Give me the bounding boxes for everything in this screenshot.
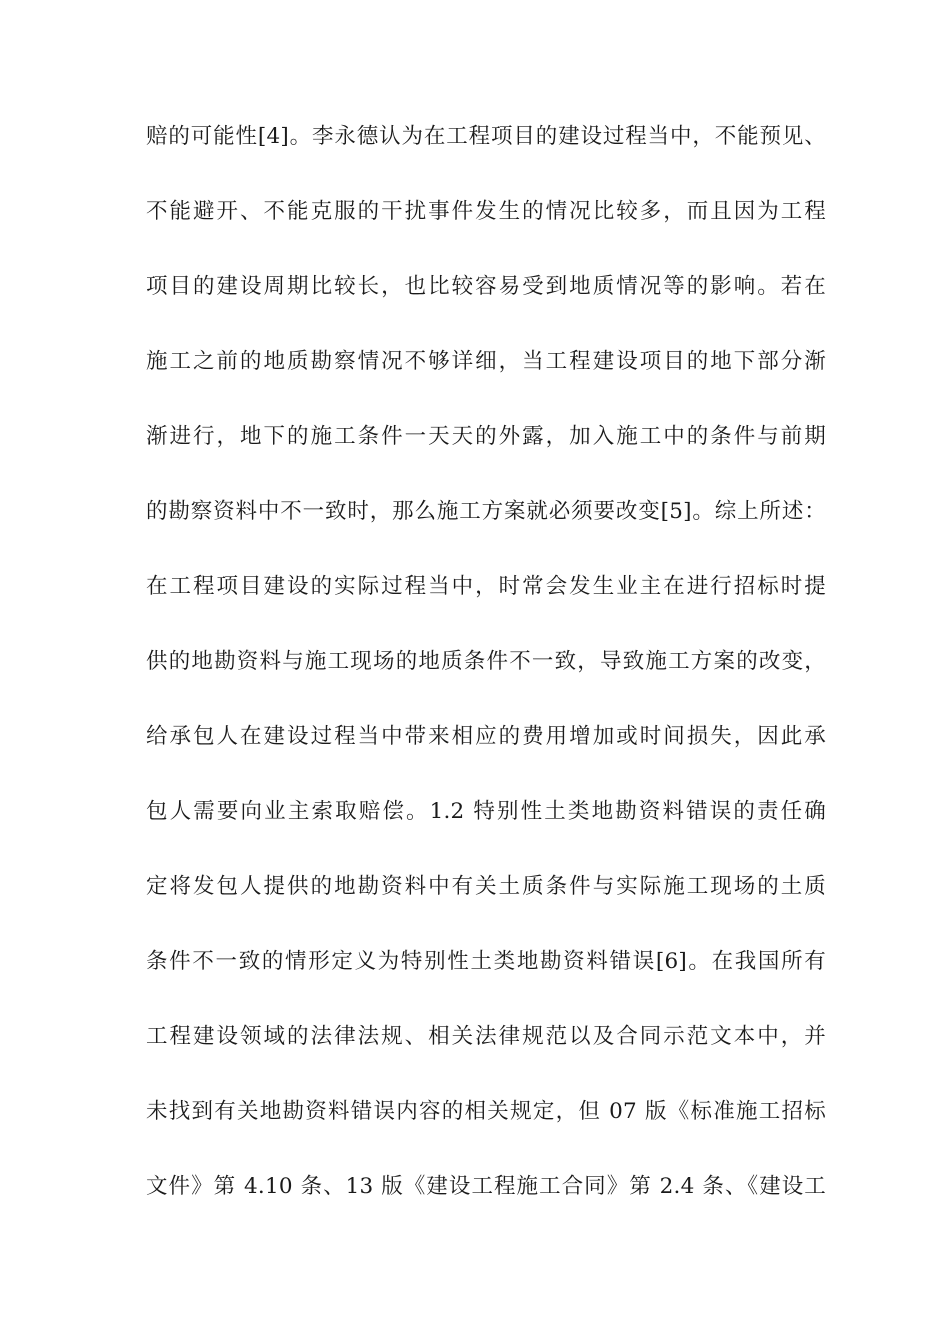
text-line-4: 施工之前的地质勘察情况不够详细，当工程建设项目的地下部分渐 xyxy=(146,349,826,374)
body-paragraph xyxy=(146,112,826,1237)
text-line-8: 供的地勘资料与施工现场的地质条件不一致，导致施工方案的改变， xyxy=(146,649,826,674)
text-line-15: 文件》第 4.10 条、13 版《建设工程施工合同》第 2.4 条、《建设工 xyxy=(146,1174,826,1199)
text-line-5: 渐进行，地下的施工条件一天天的外露，加入施工中的条件与前期 xyxy=(146,424,826,449)
text-line-6: 的勘察资料中不一致时，那么施工方案就必须要改变[5]。综上所述： xyxy=(146,499,826,524)
text-line-13: 工程建设领域的法律法规、相关法律规范以及合同示范文本中，并 xyxy=(146,1024,826,1049)
text-line-1: 赔的可能性[4]。李永德认为在工程项目的建设过程当中，不能预见、 xyxy=(146,124,826,149)
text-line-11: 定将发包人提供的地勘资料中有关土质条件与实际施工现场的土质 xyxy=(146,874,826,899)
text-line-7: 在工程项目建设的实际过程当中，时常会发生业主在进行招标时提 xyxy=(146,574,826,599)
text-line-3: 项目的建设周期比较长，也比较容易受到地质情况等的影响。若在 xyxy=(146,274,826,299)
text-line-12: 条件不一致的情形定义为特别性土类地勘资料错误[6]。在我国所有 xyxy=(146,949,826,974)
text-line-9: 给承包人在建设过程当中带来相应的费用增加或时间损失，因此承 xyxy=(146,724,826,749)
text-line-2: 不能避开、不能克服的干扰事件发生的情况比较多，而且因为工程 xyxy=(146,199,826,224)
text-line-10: 包人需要向业主索取赔偿。1.2 特别性土类地勘资料错误的责任确 xyxy=(146,799,826,824)
text-line-14: 未找到有关地勘资料错误内容的相关规定，但 07 版《标准施工招标 xyxy=(146,1099,826,1124)
